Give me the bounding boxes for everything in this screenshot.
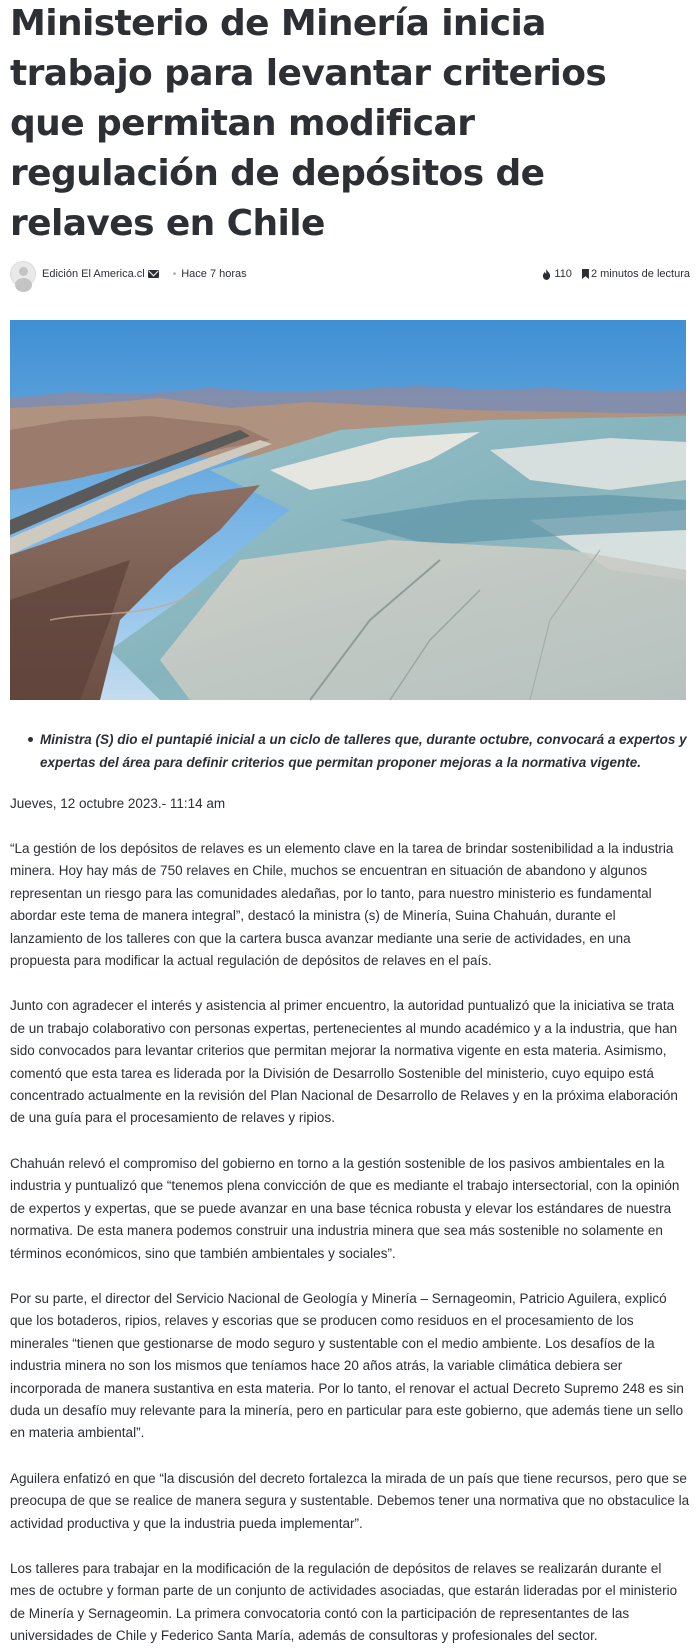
separator-dot: • bbox=[172, 268, 177, 280]
fire-icon bbox=[542, 269, 551, 280]
view-count: 110 bbox=[554, 268, 572, 280]
meta-left bbox=[10, 261, 247, 287]
body-paragraph-1: “La gestión de los depósitos de relaves es un elemento clave en la tarea de brindar sostenibilidad a la industria minera. Hoy hay más de 750 relaves en Chile, muchos se encuentran en situación de abandono y algunos representan un riesgo para las comunidades aledañas, por lo tanto, para nuestro ministerio es fundamental abordar este tema de manera integral”, destacó la ministra (s) de Minería, Suina Chahuán, durante el lanzamiento de los talleres con que la cartera busca avanzar mediante una serie de actividades, en una propuesta para modificar la actual regulación de depósitos de relaves en el país. bbox=[10, 841, 674, 969]
summary-bullets bbox=[10, 728, 690, 774]
envelope-icon[interactable] bbox=[148, 270, 159, 278]
body-paragraph-4: Por su parte, el director del Servicio Nacional de Geología y Minería – Sernageomin, Patricio Aguilera, explicó que los botaderos, ripios, relaves y escorias que se producen como residuos en el procesamiento de los minerales “tienen que gestionarse de modo seguro y sustentable con el medio ambiente. Los desafíos de la industria minera no son los mismos que teníamos hace 20 años atrás, la variable climática debiera ser incorporada de manera sustantiva en esta materia. Por lo tanto, el renovar el actual Decreto Supremo 248 es sin duda un desafío muy relevante para la minería, pero en particular para este gobierno, que además tiene un sello en materia ambiental”. bbox=[10, 1290, 684, 1441]
article-title: Ministerio de Minería inicia trabajo para levantar criterios que permitan modificar regulación de depósitos de relaves en Chile bbox=[10, 3, 607, 244]
meta-right bbox=[542, 268, 690, 280]
body-paragraph-2: Junto con agradecer el interés y asistencia al primer encuentro, la autoridad puntualizó que la iniciativa se trata de un trabajo colaborativo con personas expertas, pertenecientes al mundo académico y a la industria, que han sido convocados para levantar criterios que permitan mejorar la normativa vigente en esta materia. Asimismo, comentó que esta tarea es liderada por la División de Desarrollo Sostenible del ministerio, cuyo equipo está concentrado actualmente en la revisión del Plan Nacional de Desarrollo de Relaves y en la próxima elaboración de una guía para el procesamiento de relaves y ripios. bbox=[10, 998, 678, 1126]
author-link[interactable]: Edición El America.cl bbox=[42, 268, 145, 280]
hero-image bbox=[10, 320, 686, 700]
dateline: Jueves, 12 octubre 2023.- 11:14 am bbox=[10, 796, 226, 811]
bookmark-icon bbox=[582, 269, 589, 279]
publish-time: Hace 7 horas bbox=[181, 268, 247, 280]
body-paragraph-5: Aguilera enfatizó en que “la discusión del decreto fortalezca la mirada de un país que tiene recursos, pero que se preocupa de que se realice de manera segura y sustentable. Debemos tener una normativa que no obstaculice la actividad productiva y que la industria pueda implementar”. bbox=[10, 1470, 690, 1531]
author-avatar[interactable] bbox=[10, 261, 36, 287]
body-paragraph-3: Chahuán relevó el compromiso del gobierno en torno a la gestión sostenible de los pasivos ambientales en la industria y puntualizó que “tenemos plena convicción de que es mediante el trabajo intersectorial, con la opinión de expertos y expertas, que se puede avanzar en una base técnica robusta y elevar los estándares de nuestra normativa. De esta manera podemos construir una industria minera que sea más sostenible no solamente en términos económicos, sino que también ambientales y sociales”. bbox=[10, 1155, 680, 1261]
body-paragraph-6: Los talleres para trabajar en la modificación de la regulación de depósitos de relaves se realizarán durante el mes de octubre y forman parte de un conjunto de actividades asociadas, que estarán lideradas por el ministerio de Minería y Sernageomin. La primera convocatoria contó con la participación de representantes de las universidades de Chile y Federico Santa María, además de consultoras y profesionales del sector. bbox=[10, 1560, 678, 1644]
summary-bullet: Ministra (S) dio el puntapié inicial a un ciclo de talleres que, durante octubre, convocará a expertos y expertas del área para definir criterios que permitan proponer mejoras a la normativa vigente. bbox=[40, 728, 690, 774]
article-meta bbox=[10, 260, 690, 288]
read-time: 2 minutos de lectura bbox=[590, 268, 690, 280]
